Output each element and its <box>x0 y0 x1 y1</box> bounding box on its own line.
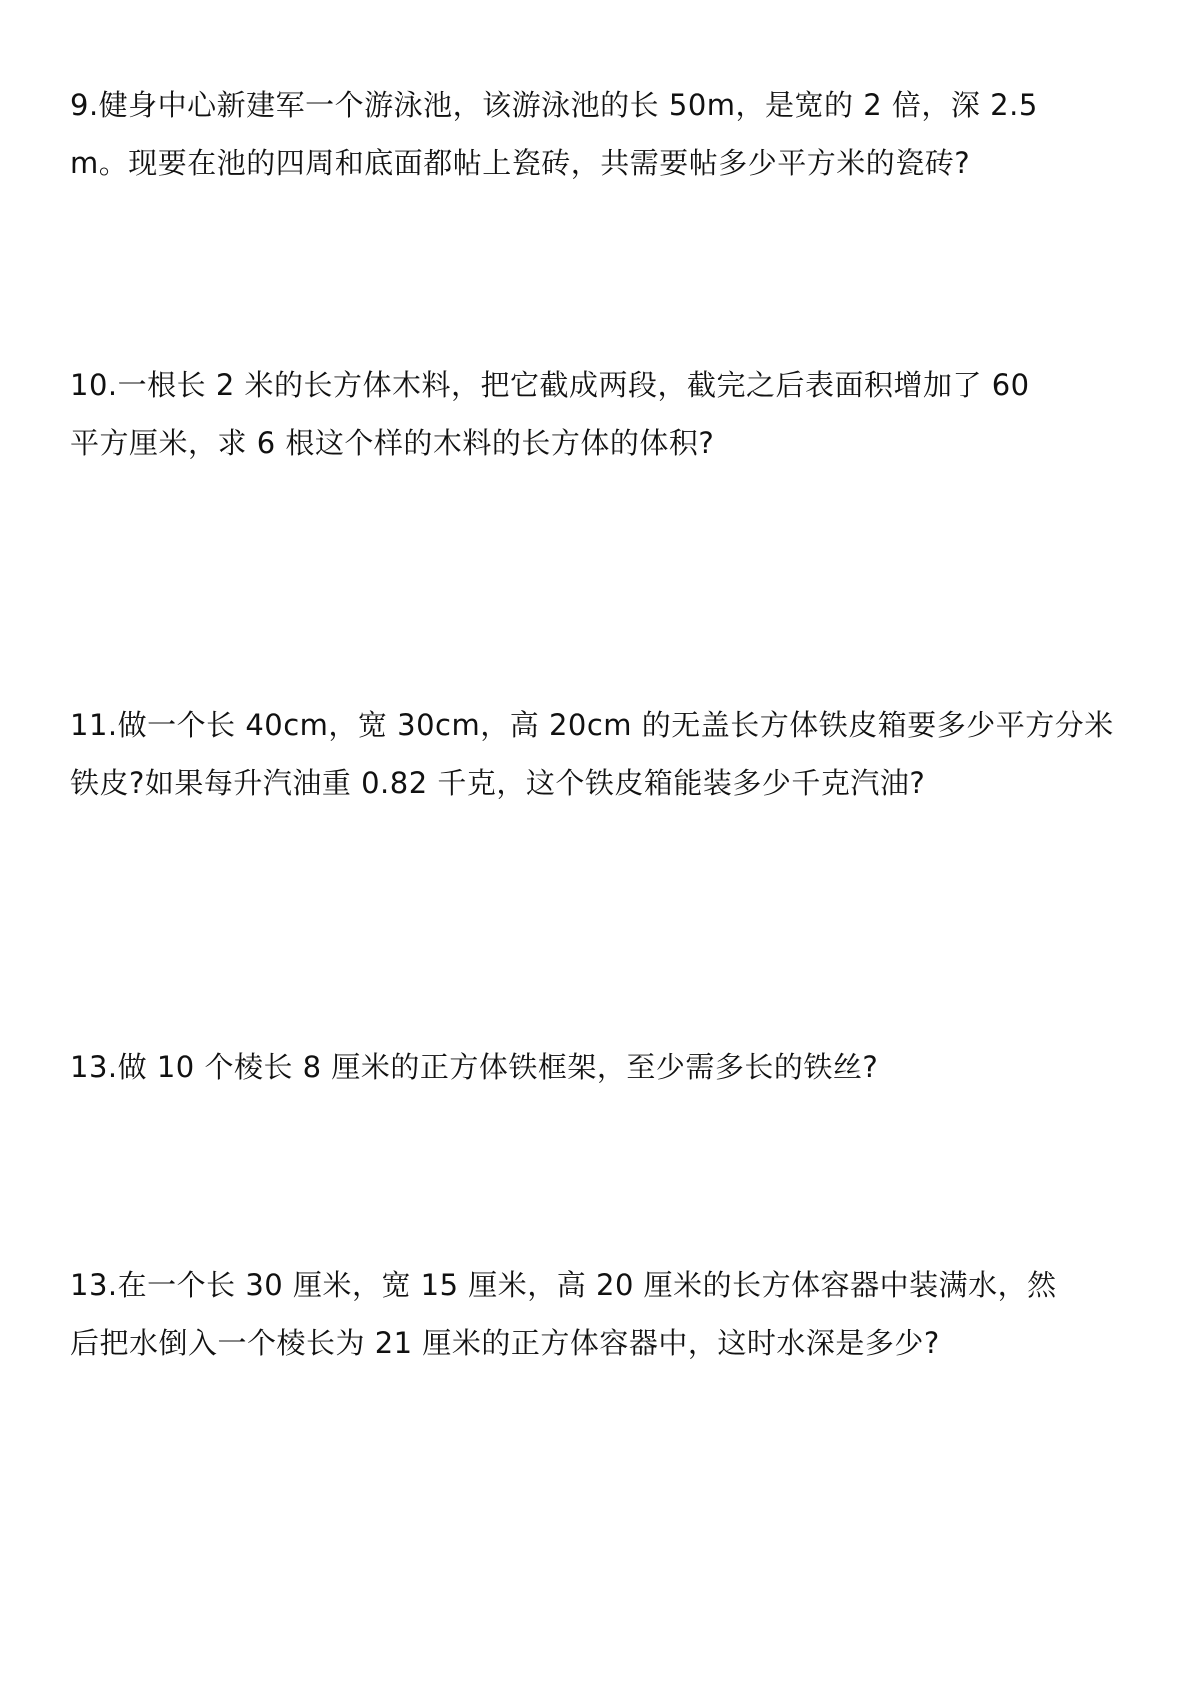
problem-text-line: 9.健身中心新建军一个游泳池，该游泳池的长 50m，是宽的 2 倍，深 2.5 <box>70 88 1038 122</box>
problem-text-line: 铁皮?如果每升汽油重 0.82 千克，这个铁皮箱能装多少千克汽油? <box>70 766 926 800</box>
problem-text-line: 11.做一个长 40cm，宽 30cm，高 20cm 的无盖长方体铁皮箱要多少平方分米 <box>70 708 1114 742</box>
problem-text-line: 13.做 10 个棱长 8 厘米的正方体铁框架，至少需多长的铁丝? <box>70 1050 879 1084</box>
problem-text-line: 13.在一个长 30 厘米，宽 15 厘米，高 20 厘米的长方体容器中装满水，然 <box>70 1268 1057 1302</box>
problem-text-line: 平方厘米，求 6 根这个样的木料的长方体的体积? <box>70 426 715 460</box>
problem-10 <box>70 356 1125 472</box>
problem-13-wire-frame <box>70 1038 1125 1096</box>
problem-9 <box>70 76 1125 192</box>
problem-11 <box>70 696 1125 812</box>
problem-13-water-container <box>70 1256 1125 1372</box>
problem-text-line: 10.一根长 2 米的长方体木料，把它截成两段，截完之后表面积增加了 60 <box>70 368 1030 402</box>
problem-text-line: 后把水倒入一个棱长为 21 厘米的正方体容器中，这时水深是多少? <box>70 1326 940 1360</box>
problem-text-line: m。现要在池的四周和底面都帖上瓷砖，共需要帖多少平方米的瓷砖? <box>70 146 971 180</box>
